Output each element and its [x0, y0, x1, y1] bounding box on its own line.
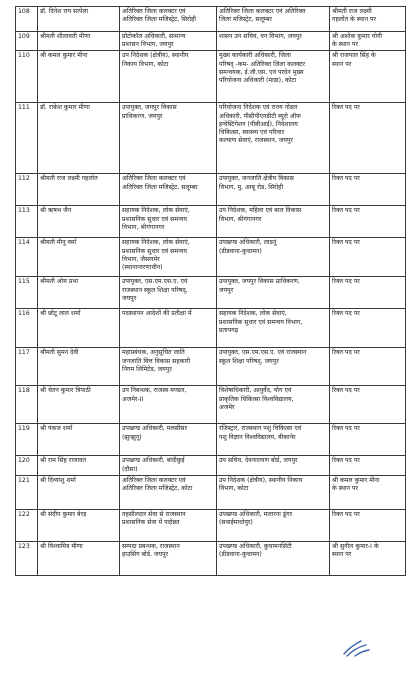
- current-posting-cell: [120, 309, 217, 348]
- serial-number-cell: 117: [16, 348, 38, 386]
- current-posting-line: सहायक निदेशक, लोक सेवाएं,: [122, 207, 190, 215]
- new-posting-cell: [217, 475, 330, 509]
- table-row: [16, 456, 406, 475]
- remark-cell: [330, 103, 406, 174]
- current-posting-line: निकाय विभाग, कोटा: [122, 60, 169, 68]
- officer-name-line: श्री संदीप कुमार बेरड़: [40, 510, 87, 518]
- new-posting-line: (डीडवाना-कुचामन): [219, 247, 262, 255]
- current-posting-cell: [120, 174, 217, 206]
- current-posting-line: राजस्थान स्कूल शिक्षा परिषद्,: [122, 286, 188, 294]
- current-posting-cell: [120, 51, 217, 103]
- current-posting-line: (दौसा): [122, 465, 138, 473]
- officer-name-line: श्रीमती ओम प्रभा: [40, 278, 79, 286]
- current-posting-line: प्रोटोकॉल अधिकारी, सामान्य: [122, 33, 186, 40]
- remark-line: रिक्त पद पर: [332, 239, 360, 247]
- serial-number-cell: 114: [16, 238, 38, 277]
- new-posting-line: उपखण्ड अधिकारी, कुचामनसिटी: [219, 542, 292, 550]
- serial-number-cell: 111: [16, 103, 38, 174]
- new-posting-line: स्कूल शिक्षा परिषद्, जयपुर: [219, 357, 279, 365]
- officer-name-line: डॉ. दिनेश राय सापेला: [40, 8, 89, 15]
- current-posting-cell: [120, 475, 217, 509]
- table-row: [16, 475, 406, 509]
- current-posting-line: सहायक निदेशक, लोक सेवाएं,: [122, 239, 190, 247]
- new-posting-cell: [217, 174, 330, 206]
- new-posting-cell: [217, 103, 330, 174]
- officer-name-cell: [38, 475, 120, 509]
- officer-name-line: श्रीमती शीलावती मीणा: [40, 33, 91, 40]
- table-row: [16, 238, 406, 277]
- table-row: [16, 51, 406, 103]
- current-posting-cell: [120, 206, 217, 238]
- remark-cell: [330, 424, 406, 456]
- serial-number-cell: 108: [16, 7, 38, 32]
- remark-cell: [330, 456, 406, 475]
- remark-cell: [330, 174, 406, 206]
- remark-line: गहलोत के स्थान पर: [332, 16, 377, 24]
- current-posting-line: अतिरिक्त जिला मजिस्ट्रेट, सलूम्बर: [122, 183, 198, 191]
- table-row: [16, 103, 406, 174]
- serial-number-cell: 110: [16, 51, 38, 103]
- table-row: [16, 7, 406, 32]
- current-posting-cell: [120, 348, 217, 386]
- current-posting-line: महाप्रबंधक, अनुसूचित जाति: [122, 349, 185, 357]
- current-posting-cell: [120, 509, 217, 541]
- new-posting-line: रजिस्ट्रार, राजस्थान पशु चिकित्सा एवं: [219, 425, 302, 433]
- officer-name-cell: [38, 277, 120, 309]
- new-posting-line: (सवाईमाधोपुर): [219, 519, 253, 527]
- current-posting-line: अतिरिक्त जिला कलक्टर एवं: [122, 8, 186, 15]
- remark-line: रिक्त पद पर: [332, 510, 360, 518]
- officer-name-line: डॉ. राकेश कुमार मीणा: [40, 104, 90, 112]
- table-row: [16, 309, 406, 348]
- current-posting-line: अतिरिक्त जिला कलक्टर एवं: [122, 175, 186, 183]
- remark-line: रिक्त पद पर: [332, 175, 360, 183]
- current-posting-line: उप निबन्धक, राजस्व मण्डल,: [122, 387, 187, 395]
- new-posting-line: जयपुर: [219, 286, 234, 294]
- officer-name-line: श्री ऋषभ जैन: [40, 207, 72, 215]
- current-posting-cell: [120, 424, 217, 456]
- current-posting-cell: [120, 32, 217, 51]
- new-posting-line: विभाग, मु. आबू रोड, सिरोही: [219, 183, 284, 191]
- new-posting-line: प्राकृतिक चिकित्सा विश्वविद्यालय,: [219, 395, 294, 403]
- remark-cell: [330, 348, 406, 386]
- new-posting-cell: [217, 509, 330, 541]
- current-posting-cell: [120, 456, 217, 475]
- remark-line: श्री कमल कुमार मीना: [332, 476, 380, 484]
- remark-line: स्थान पर: [332, 551, 352, 559]
- remark-line: के स्थान पर: [332, 41, 359, 49]
- officer-name-line: श्रीमती मीनू वर्मा: [40, 239, 77, 247]
- table-row: [16, 174, 406, 206]
- remark-cell: [330, 238, 406, 277]
- new-posting-line: इन्वेस्टिगेशन (पीबीआई), निदेशालय: [219, 120, 298, 128]
- new-posting-line: विभाग, कोटा: [219, 485, 249, 493]
- new-posting-line: परिषद् -कम- अतिरिक्त जिला कलक्टर: [219, 60, 306, 68]
- new-posting-line: अजमेर: [219, 403, 235, 411]
- officer-name-line: श्रीमती राज लक्ष्मी गहलोत: [40, 175, 98, 183]
- remark-line: स्थान पर: [332, 60, 352, 68]
- signature-mark: [341, 636, 371, 660]
- table-row: [16, 386, 406, 424]
- new-posting-cell: [217, 51, 330, 103]
- current-posting-line: प्रशासन विभाग, जयपुर: [122, 41, 174, 49]
- remark-cell: [330, 277, 406, 309]
- current-posting-line: प्राधिकरण, जयपुर: [122, 112, 163, 120]
- new-posting-line: उपखण्ड अधिकारी, लाडनूं: [219, 239, 277, 247]
- current-posting-line: (झुन्झुनू): [122, 433, 142, 441]
- new-posting-line: परियोजना निदेशक एवं राज्य नोडल: [219, 104, 298, 112]
- officer-name-cell: [38, 238, 120, 277]
- officer-name-cell: [38, 541, 120, 575]
- current-posting-line: अजमेर-II: [122, 395, 144, 403]
- serial-number-cell: 119: [16, 424, 38, 456]
- officer-name-cell: [38, 103, 120, 174]
- officer-name-cell: [38, 206, 120, 238]
- remark-cell: [330, 206, 406, 238]
- new-posting-line: उपायुक्त, एस.एम.एस.ए. एवं राजस्थान: [219, 349, 307, 357]
- officer-name-line: श्री कमल कुमार मीना: [40, 52, 88, 60]
- remark-cell: [330, 541, 406, 575]
- new-posting-line: शासन उप सचिव, वन विभाग, जयपुर: [219, 33, 302, 40]
- new-posting-line: अधिकारी, पीसीपीएनडीटी ब्यूरो ऑफ: [219, 112, 301, 120]
- officer-name-cell: [38, 424, 120, 456]
- new-posting-line: विशेषाधिकारी, आयुर्वेद, योग एवं: [219, 387, 292, 395]
- current-posting-cell: [120, 238, 217, 277]
- serial-number-cell: 115: [16, 277, 38, 309]
- current-posting-cell: [120, 386, 217, 424]
- current-posting-line: विभाग, श्रीगंगानगर: [122, 223, 165, 231]
- new-posting-line: सहायक निदेशक, लोक सेवाएं,: [219, 310, 287, 318]
- new-posting-line: प्रतापगढ़: [219, 326, 239, 334]
- new-posting-cell: [217, 541, 330, 575]
- new-posting-line: विभाग, श्रीगंगानगर: [219, 215, 262, 223]
- officer-name-cell: [38, 509, 120, 541]
- new-posting-cell: [217, 277, 330, 309]
- officer-name-line: श्रीमती सुमन देवी: [40, 349, 79, 357]
- new-posting-line: पशु विज्ञान विश्वविद्यालय, बीकानेर: [219, 433, 296, 441]
- current-posting-line: उपायुक्त, जयपुर विकास: [122, 104, 177, 112]
- new-posting-cell: [217, 386, 330, 424]
- current-posting-line: उपायुक्त, एस.एम.एस.ए. एवं: [122, 278, 188, 286]
- new-posting-cell: [217, 32, 330, 51]
- officer-name-cell: [38, 174, 120, 206]
- new-posting-line: अतिरिक्त जिला कलक्टर एवं अतिरिक्त: [219, 8, 306, 15]
- current-posting-line: अतिरिक्त जिला कलक्टर एवं: [122, 476, 186, 484]
- new-posting-line: उपायुक्त, जनजाति क्षेत्रीय विकास: [219, 175, 294, 183]
- table-row: [16, 206, 406, 238]
- current-posting-line: उपखण्ड अधिकारी, मलसीसर: [122, 425, 188, 433]
- new-posting-cell: [217, 456, 330, 475]
- officer-name-cell: [38, 348, 120, 386]
- table-row: [16, 277, 406, 309]
- transfer-order-table: [15, 6, 406, 576]
- current-posting-cell: [120, 541, 217, 575]
- table-row: [16, 348, 406, 386]
- table-row: [16, 509, 406, 541]
- serial-number-cell: 109: [16, 32, 38, 51]
- officer-name-line: श्री विश्वामित्र मीणा: [40, 542, 83, 550]
- remark-line: रिक्त पद पर: [332, 387, 360, 395]
- officer-name-line: श्री पंकज शर्मा: [40, 425, 73, 433]
- officer-name-line: श्री छोटू लाल शर्मा: [40, 310, 81, 318]
- new-posting-line: मुख्य कार्यकारी अधिकारी, जिला: [219, 52, 291, 60]
- new-posting-line: उपखण्ड अधिकारी, मलारना डूंगर: [219, 510, 293, 518]
- officer-name-cell: [38, 386, 120, 424]
- current-posting-line: अतिरिक्त जिला मजिस्ट्रेट, कोटा: [122, 485, 193, 493]
- serial-number-cell: 116: [16, 309, 38, 348]
- remark-cell: [330, 386, 406, 424]
- new-posting-line: (डीडवाना-कुचामन): [219, 551, 262, 559]
- remark-line: रिक्त पद पर: [332, 278, 360, 286]
- officer-name-cell: [38, 309, 120, 348]
- remark-line: के स्थान पर: [332, 485, 359, 493]
- new-posting-line: चिकित्सा, स्वास्थ्य एवं परिवार: [219, 129, 285, 137]
- serial-number-cell: 123: [16, 541, 38, 575]
- new-posting-line: समन्वयक, ई.जी.एस. एवं परदेन मुख्य: [219, 68, 304, 76]
- new-posting-line: उप निदेशक (क्षेत्रीय), स्थानीय निकाय: [219, 476, 303, 484]
- current-posting-line: हाउसिंग बोर्ड, जयपुर: [122, 551, 169, 559]
- current-posting-line: प्रशासनिक सुधार एवं समन्वय: [122, 247, 187, 255]
- current-posting-line: उप निदेशक (क्षेत्रीय), स्थानीय: [122, 52, 189, 60]
- new-posting-line: उपायुक्त, जयपुर विकास प्राधिकरण,: [219, 278, 300, 286]
- new-posting-line: उप निदेशक, महिला एवं बाल विकास: [219, 207, 302, 215]
- current-posting-line: सम्पदा प्रबन्धक, राजस्थान: [122, 542, 180, 550]
- serial-number-cell: 121: [16, 475, 38, 509]
- remark-cell: [330, 309, 406, 348]
- remark-cell: [330, 509, 406, 541]
- remark-cell: [330, 51, 406, 103]
- table-row: [16, 541, 406, 575]
- serial-number-cell: 118: [16, 386, 38, 424]
- serial-number-cell: 122: [16, 509, 38, 541]
- new-posting-line: जिला मजिस्ट्रेट, सलूम्बर: [219, 16, 272, 24]
- remark-line: रिक्त पद पर: [332, 349, 360, 357]
- remark-line: रिक्त पद पर: [332, 425, 360, 433]
- current-posting-line: प्रशासनिक सुधार एवं समन्वय: [122, 215, 187, 223]
- current-posting-line: जनजाति वित्त विकास सहकारी: [122, 357, 191, 365]
- officer-name-cell: [38, 32, 120, 51]
- current-posting-line: उपखण्ड अधिकारी, बांदीकुई: [122, 457, 185, 465]
- new-posting-cell: [217, 309, 330, 348]
- current-posting-line: (स्थानान्तरणाधीन): [122, 264, 163, 272]
- new-posting-cell: [217, 348, 330, 386]
- current-posting-line: जयपुर: [122, 294, 137, 302]
- current-posting-line: अतिरिक्त जिला मजिस्ट्रेट, सिरोही: [122, 16, 197, 24]
- table-body: [16, 7, 406, 576]
- officer-name-line: श्री राम सिंह राजावत: [40, 457, 87, 465]
- remark-line: श्रीमती राज लक्ष्मी: [332, 8, 372, 15]
- serial-number-cell: 113: [16, 206, 38, 238]
- serial-number-cell: 112: [16, 174, 38, 206]
- remark-line: श्री अशोक कुमार योगी: [332, 33, 383, 40]
- remark-cell: [330, 32, 406, 51]
- new-posting-line: प्रशासनिक सुधार एवं समन्वय विभाग,: [219, 318, 303, 326]
- current-posting-line: विभाग, जैसलमेर: [122, 255, 160, 263]
- remark-line: रिक्त पद पर: [332, 457, 360, 465]
- table-row: [16, 32, 406, 51]
- remark-cell: [330, 7, 406, 32]
- current-posting-line: प्रशासनिक सेवा में पदोन्नत: [122, 519, 180, 527]
- current-posting-cell: [120, 103, 217, 174]
- new-posting-line: कल्याण सेवाएं, राजस्थान, जयपुर: [219, 137, 293, 145]
- new-posting-cell: [217, 424, 330, 456]
- remark-line: रिक्त पद पर: [332, 104, 360, 112]
- current-posting-cell: [120, 277, 217, 309]
- new-posting-cell: [217, 206, 330, 238]
- current-posting-line: पदस्थापन आदेशों की प्रतीक्षा में: [122, 310, 192, 318]
- new-posting-line: परियोजना अधिकारी (माडा), कोटा: [219, 77, 297, 85]
- remark-line: रिक्त पद पर: [332, 207, 360, 215]
- new-posting-line: उप सचिव, देवनारायण बोर्ड, जयपुर: [219, 457, 298, 465]
- remark-line: श्री सुनील कुमार-I के: [332, 542, 379, 550]
- officer-name-cell: [38, 456, 120, 475]
- new-posting-cell: [217, 238, 330, 277]
- remark-line: श्री राजपाल सिंह के: [332, 52, 376, 60]
- officer-name-cell: [38, 7, 120, 32]
- current-posting-line: तहसीलदार सेवा से राजस्थान: [122, 510, 186, 518]
- table-row: [16, 424, 406, 456]
- remark-line: रिक्त पद पर: [332, 310, 360, 318]
- current-posting-line: निगम लिमिटेड, जयपुर: [122, 365, 172, 373]
- current-posting-cell: [120, 7, 217, 32]
- officer-name-line: श्री दिव्यांशु शर्मा: [40, 476, 76, 484]
- serial-number-cell: 120: [16, 456, 38, 475]
- officer-name-line: श्री चेतन कुमार त्रिपाठी: [40, 387, 91, 395]
- remark-cell: [330, 475, 406, 509]
- officer-name-cell: [38, 51, 120, 103]
- new-posting-cell: [217, 7, 330, 32]
